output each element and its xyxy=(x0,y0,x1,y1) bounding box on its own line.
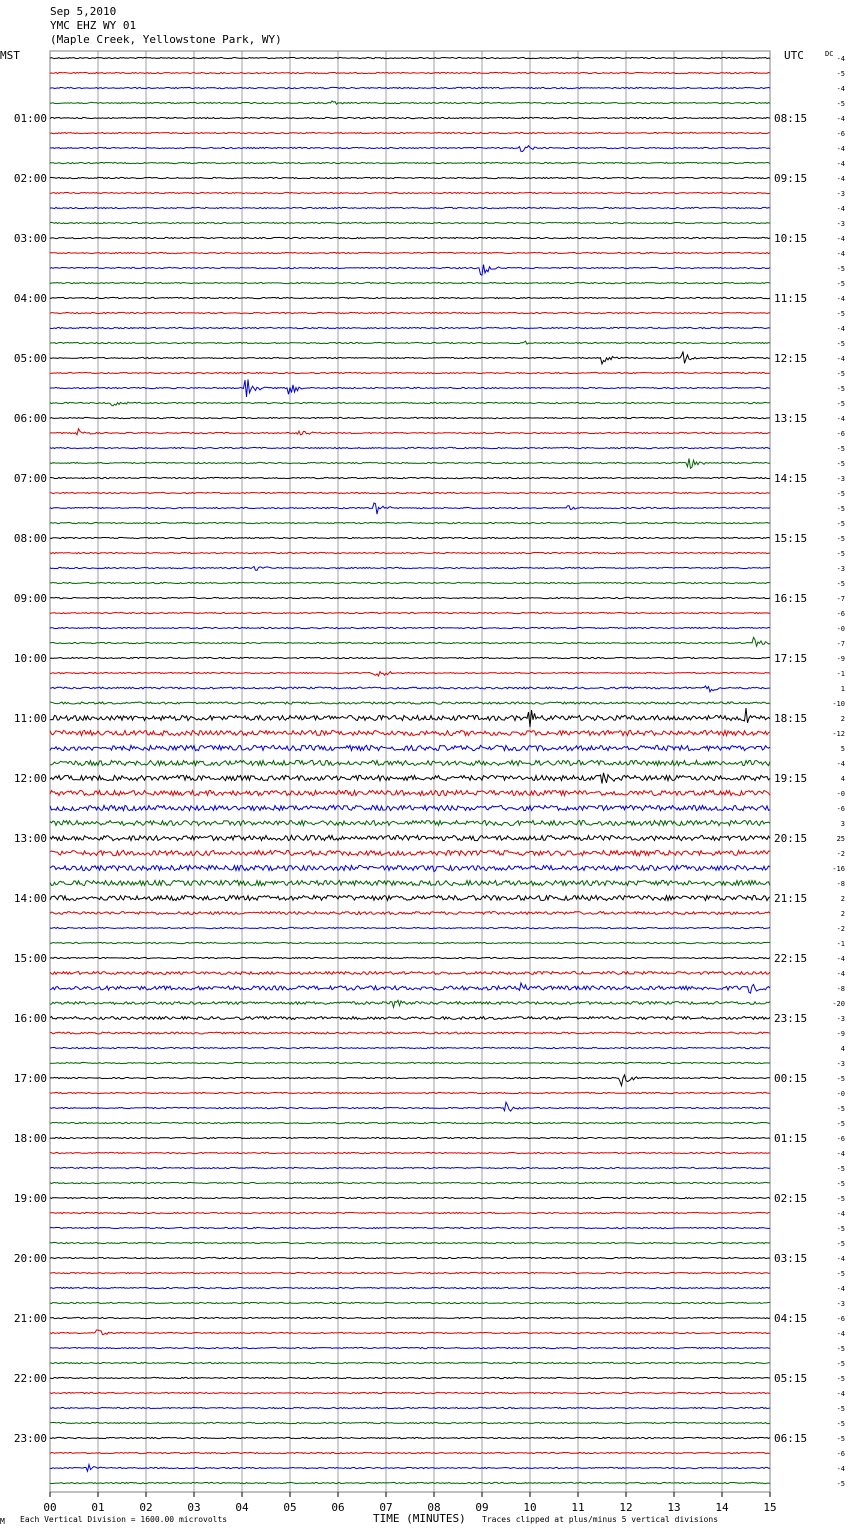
dc-offset-value: -5 xyxy=(836,1420,845,1428)
dc-offset-value: -8 xyxy=(836,880,845,888)
right-hour-label: 19:15 xyxy=(774,772,808,785)
seismic-trace xyxy=(50,957,770,958)
seismic-trace xyxy=(50,177,770,178)
x-tick-label: 10 xyxy=(523,1501,537,1514)
seismic-trace xyxy=(50,627,770,628)
seismic-trace xyxy=(50,1422,770,1423)
dc-offset-value: -5 xyxy=(836,1405,845,1413)
seismic-trace xyxy=(50,1032,770,1034)
right-hour-label: 02:15 xyxy=(774,1192,808,1205)
station-code: YMC EHZ WY 01 xyxy=(50,19,137,32)
dc-offset-value: -16 xyxy=(832,865,845,873)
dc-offset-value: -20 xyxy=(832,1000,845,1008)
right-hour-label: 23:15 xyxy=(774,1012,808,1025)
right-hour-label: 21:15 xyxy=(774,892,808,905)
seismic-trace xyxy=(50,567,770,571)
dc-offset-value: -7 xyxy=(836,640,845,648)
dc-offset-value: -5 xyxy=(836,1240,845,1248)
dc-offset-value: 4 xyxy=(840,775,845,783)
right-hour-label: 04:15 xyxy=(774,1312,808,1325)
x-tick-label: 02 xyxy=(139,1501,153,1514)
dc-offset-value: -4 xyxy=(836,325,845,333)
seismic-trace xyxy=(50,402,770,406)
seismic-trace xyxy=(50,297,770,298)
dc-offset-value: -3 xyxy=(836,475,845,483)
seismic-trace xyxy=(50,1317,770,1318)
dc-offset-value: -5 xyxy=(836,550,845,558)
right-hour-label: 17:15 xyxy=(774,652,808,665)
dc-offset-value: -5 xyxy=(836,490,845,498)
right-hour-label: 00:15 xyxy=(774,1072,808,1085)
dc-offset-value: -0 xyxy=(836,1090,845,1098)
seismic-trace xyxy=(50,192,770,193)
left-hour-label: 10:00 xyxy=(13,652,47,665)
dc-offset-value: -3 xyxy=(836,1060,845,1068)
dc-offset-value: -6 xyxy=(836,1135,845,1143)
dc-offset-value: -5 xyxy=(836,1105,845,1113)
dc-offset-value: -4 xyxy=(836,355,845,363)
seismic-trace xyxy=(50,1167,770,1168)
seismic-trace xyxy=(50,1362,770,1363)
seismic-trace xyxy=(50,805,770,810)
seismic-trace xyxy=(50,1122,770,1123)
dc-offset-value: -4 xyxy=(836,85,845,93)
x-tick-label: 04 xyxy=(235,1501,249,1514)
left-hour-label: 20:00 xyxy=(13,1252,47,1265)
seismic-trace xyxy=(50,101,770,104)
right-hour-label: 13:15 xyxy=(774,412,808,425)
dc-offset-value: 4 xyxy=(840,1045,845,1053)
dc-offset-header: DC xyxy=(825,50,834,58)
seismic-trace xyxy=(50,1287,770,1288)
seismic-trace xyxy=(50,252,770,253)
seismic-trace xyxy=(50,222,770,223)
dc-offset-value: -4 xyxy=(836,115,845,123)
clip-note: Traces clipped at plus/minus 5 vertical divisions xyxy=(482,1515,719,1524)
seismic-trace xyxy=(50,1182,770,1183)
right-hour-label: 06:15 xyxy=(774,1432,808,1445)
seismic-trace xyxy=(50,790,770,795)
seismic-trace xyxy=(50,1227,770,1228)
seismic-trace xyxy=(50,265,770,276)
dc-offset-value: -3 xyxy=(836,1015,845,1023)
dc-offset-value: -9 xyxy=(836,1030,845,1038)
dc-offset-value: -4 xyxy=(836,955,845,963)
dc-offset-value: -6 xyxy=(836,430,845,438)
dc-offset-value: -12 xyxy=(832,730,845,738)
seismic-trace xyxy=(50,850,770,855)
seismic-trace xyxy=(50,162,770,163)
dc-offset-value: -5 xyxy=(836,445,845,453)
seismic-trace xyxy=(50,1272,770,1273)
seismic-trace xyxy=(50,57,770,58)
seismic-trace xyxy=(50,672,770,676)
left-hour-label: 01:00 xyxy=(13,112,47,125)
dc-offset-value: -5 xyxy=(836,1195,845,1203)
seismic-trace xyxy=(50,1017,770,1020)
dc-offset-value: -5 xyxy=(836,535,845,543)
seismic-trace xyxy=(50,459,770,469)
seismic-trace xyxy=(50,72,770,73)
dc-offset-value: 5 xyxy=(840,745,845,753)
plot-frame xyxy=(50,51,770,1492)
dc-offset-value: -5 xyxy=(836,1345,845,1353)
seismic-trace xyxy=(50,1152,770,1153)
seismic-trace xyxy=(50,312,770,313)
seismic-trace xyxy=(50,865,770,871)
seismic-trace xyxy=(50,1452,770,1453)
dc-offset-value: -4 xyxy=(836,160,845,168)
right-hour-label: 14:15 xyxy=(774,472,808,485)
dc-offset-value: -4 xyxy=(836,1330,845,1338)
dc-offset-value: -5 xyxy=(836,1480,845,1488)
station-location: (Maple Creek, Yellowstone Park, WY) xyxy=(50,33,282,46)
seismic-trace xyxy=(50,1257,770,1258)
dc-offset-value: -4 xyxy=(836,1465,845,1473)
right-hour-label: 03:15 xyxy=(774,1252,808,1265)
left-hour-label: 17:00 xyxy=(13,1072,47,1085)
right-hour-label: 22:15 xyxy=(774,952,808,965)
seismic-trace xyxy=(50,207,770,208)
left-hour-label: 18:00 xyxy=(13,1132,47,1145)
dc-offset-value: -3 xyxy=(836,1300,845,1308)
x-tick-label: 00 xyxy=(43,1501,57,1514)
x-tick-label: 11 xyxy=(571,1501,585,1514)
dc-offset-value: -3 xyxy=(836,565,845,573)
dc-offset-value: -5 xyxy=(836,400,845,408)
dc-offset-value: -3 xyxy=(836,190,845,198)
x-axis-title: TIME (MINUTES) xyxy=(373,1512,466,1525)
dc-offset-value: 3 xyxy=(840,820,845,828)
dc-offset-value: -4 xyxy=(836,55,845,63)
left-timezone-label: MST xyxy=(0,49,20,62)
seismic-trace xyxy=(50,927,770,928)
dc-offset-value: -5 xyxy=(836,460,845,468)
seismic-trace xyxy=(50,972,770,975)
seismic-trace xyxy=(50,942,770,943)
left-hour-label: 02:00 xyxy=(13,172,47,185)
seismic-trace xyxy=(50,117,770,118)
dc-offset-value: -3 xyxy=(836,220,845,228)
seismic-trace xyxy=(50,379,770,397)
scale-note: Each Vertical Division = 1600.00 microvolts xyxy=(20,1515,228,1524)
seismic-trace xyxy=(50,327,770,328)
plot-date: Sep 5,2010 xyxy=(50,5,117,18)
seismic-trace xyxy=(50,352,770,364)
seismic-trace xyxy=(50,503,770,514)
right-hour-label: 15:15 xyxy=(774,532,808,545)
x-tick-label: 06 xyxy=(331,1501,345,1514)
dc-offset-value: -6 xyxy=(836,1450,845,1458)
seismic-trace xyxy=(50,1330,770,1335)
dc-offset-value: -6 xyxy=(836,610,845,618)
right-hour-label: 10:15 xyxy=(774,232,808,245)
right-hour-label: 16:15 xyxy=(774,592,808,605)
left-hour-label: 16:00 xyxy=(13,1012,47,1025)
seismic-trace xyxy=(50,477,770,478)
dc-offset-value: 2 xyxy=(840,895,845,903)
seismic-trace xyxy=(50,552,770,553)
dc-offset-value: -5 xyxy=(836,265,845,273)
dc-offset-value: -4 xyxy=(836,760,845,768)
dc-offset-value: -0 xyxy=(836,625,845,633)
left-hour-label: 07:00 xyxy=(13,472,47,485)
dc-offset-value: -6 xyxy=(836,805,845,813)
left-hour-label: 22:00 xyxy=(13,1372,47,1385)
left-hour-label: 04:00 xyxy=(13,292,47,305)
dc-offset-value: -4 xyxy=(836,1150,845,1158)
dc-offset-value: -6 xyxy=(836,1315,845,1323)
seismic-trace xyxy=(50,1242,770,1243)
dc-offset-value: -4 xyxy=(836,295,845,303)
x-tick-label: 07 xyxy=(379,1501,393,1514)
dc-offset-value: -5 xyxy=(836,100,845,108)
seismic-trace xyxy=(50,760,770,765)
seismic-trace xyxy=(50,1197,770,1198)
right-hour-label: 11:15 xyxy=(774,292,808,305)
seismic-trace xyxy=(50,708,770,727)
seismic-trace xyxy=(50,492,770,493)
dc-offset-value: -5 xyxy=(836,1270,845,1278)
x-tick-label: 09 xyxy=(475,1501,489,1514)
seismic-trace xyxy=(50,1000,770,1007)
seismic-trace xyxy=(50,983,770,993)
dc-offset-value: -5 xyxy=(836,520,845,528)
seismic-trace xyxy=(50,537,770,538)
dc-offset-value: -0 xyxy=(836,790,845,798)
left-hour-label: 13:00 xyxy=(13,832,47,845)
seismic-trace xyxy=(50,821,770,826)
dc-offset-value: -1 xyxy=(836,940,845,948)
seismic-trace xyxy=(50,1075,770,1086)
seismic-trace xyxy=(50,132,770,133)
dc-offset-value: -5 xyxy=(836,340,845,348)
dc-offset-value: -5 xyxy=(836,505,845,513)
dc-offset-value: -5 xyxy=(836,1165,845,1173)
seismic-trace xyxy=(50,1137,770,1138)
seismic-trace xyxy=(50,612,770,613)
seismic-trace xyxy=(50,657,770,658)
dc-offset-value: -4 xyxy=(836,235,845,243)
seismic-trace xyxy=(50,372,770,373)
seismic-trace xyxy=(50,282,770,283)
right-hour-label: 18:15 xyxy=(774,712,808,725)
seismic-trace xyxy=(50,429,770,435)
dc-offset-value: -4 xyxy=(836,970,845,978)
dc-offset-value: -4 xyxy=(836,250,845,258)
dc-offset-value: -2 xyxy=(836,925,845,933)
seismic-trace xyxy=(50,745,770,750)
dc-offset-value: -8 xyxy=(836,985,845,993)
dc-offset-value: -4 xyxy=(836,205,845,213)
left-hour-label: 06:00 xyxy=(13,412,47,425)
seismic-trace xyxy=(50,1092,770,1093)
right-hour-label: 08:15 xyxy=(774,112,808,125)
left-hour-label: 14:00 xyxy=(13,892,47,905)
seismic-trace xyxy=(50,146,770,152)
seismic-trace xyxy=(50,1062,770,1063)
seismic-trace xyxy=(50,417,770,418)
seismic-trace xyxy=(50,1377,770,1378)
seismic-trace xyxy=(50,1302,770,1303)
seismic-trace xyxy=(50,1102,770,1111)
left-hour-label: 21:00 xyxy=(13,1312,47,1325)
seismic-trace xyxy=(50,773,770,784)
dc-offset-value: -5 xyxy=(836,1375,845,1383)
dc-offset-value: -4 xyxy=(836,1285,845,1293)
seismic-trace xyxy=(50,1047,770,1048)
dc-offset-value: -5 xyxy=(836,1435,845,1443)
dc-offset-value: -5 xyxy=(836,1120,845,1128)
x-tick-label: 05 xyxy=(283,1501,297,1514)
small-mark: M xyxy=(0,1517,5,1526)
dc-offset-value: -5 xyxy=(836,1225,845,1233)
dc-offset-value: 2 xyxy=(840,715,845,723)
right-hour-label: 20:15 xyxy=(774,832,808,845)
dc-offset-value: -5 xyxy=(836,1360,845,1368)
x-tick-label: 13 xyxy=(667,1501,681,1514)
left-hour-label: 09:00 xyxy=(13,592,47,605)
right-hour-label: 05:15 xyxy=(774,1372,808,1385)
dc-offset-value: -4 xyxy=(836,175,845,183)
dc-offset-value: -5 xyxy=(836,1180,845,1188)
seismic-trace xyxy=(50,880,770,885)
dc-offset-value: -4 xyxy=(836,1390,845,1398)
dc-offset-value: -9 xyxy=(836,655,845,663)
dc-offset-value: 25 xyxy=(836,835,845,843)
right-hour-label: 09:15 xyxy=(774,172,808,185)
dc-offset-value: -5 xyxy=(836,70,845,78)
seismic-trace xyxy=(50,237,770,238)
seismic-trace xyxy=(50,912,770,915)
seismic-trace xyxy=(50,1465,770,1472)
left-hour-label: 03:00 xyxy=(13,232,47,245)
dc-offset-value: -5 xyxy=(836,280,845,288)
dc-offset-value: -6 xyxy=(836,130,845,138)
dc-offset-value: -5 xyxy=(836,1075,845,1083)
dc-offset-value: 1 xyxy=(840,685,845,693)
dc-offset-value: -4 xyxy=(836,1255,845,1263)
seismic-trace xyxy=(50,702,770,704)
seismic-trace xyxy=(50,1212,770,1213)
x-tick-label: 01 xyxy=(91,1501,105,1514)
seismic-trace xyxy=(50,1482,770,1483)
seismic-trace xyxy=(50,582,770,583)
seismic-trace xyxy=(50,1407,770,1408)
x-tick-label: 03 xyxy=(187,1501,201,1514)
seismic-trace xyxy=(50,597,770,598)
seismic-trace xyxy=(50,522,770,523)
dc-offset-value: -4 xyxy=(836,145,845,153)
left-hour-label: 11:00 xyxy=(13,712,47,725)
x-tick-label: 12 xyxy=(619,1501,633,1514)
seismic-trace xyxy=(50,835,770,840)
right-hour-label: 12:15 xyxy=(774,352,808,365)
seismic-trace xyxy=(50,447,770,448)
dc-offset-value: -10 xyxy=(832,700,845,708)
seismic-trace xyxy=(50,87,770,88)
dc-offset-value: 2 xyxy=(840,910,845,918)
seismic-trace xyxy=(50,895,770,900)
left-hour-label: 15:00 xyxy=(13,952,47,965)
seismic-trace xyxy=(50,1347,770,1348)
right-timezone-label: UTC xyxy=(784,49,804,62)
seismic-trace xyxy=(50,637,770,646)
left-hour-label: 23:00 xyxy=(13,1432,47,1445)
seismic-trace xyxy=(50,1437,770,1438)
dc-offset-value: -5 xyxy=(836,310,845,318)
dc-offset-value: -5 xyxy=(836,580,845,588)
seismic-trace xyxy=(50,730,770,735)
left-hour-label: 12:00 xyxy=(13,772,47,785)
seismic-trace xyxy=(50,686,770,692)
dc-offset-value: -2 xyxy=(836,850,845,858)
x-tick-label: 08 xyxy=(427,1501,441,1514)
right-hour-label: 01:15 xyxy=(774,1132,808,1145)
x-tick-label: 15 xyxy=(763,1501,777,1514)
left-hour-label: 05:00 xyxy=(13,352,47,365)
dc-offset-value: -5 xyxy=(836,370,845,378)
dc-offset-value: -7 xyxy=(836,595,845,603)
dc-offset-value: -1 xyxy=(836,670,845,678)
seismic-trace xyxy=(50,1392,770,1393)
seismic-trace xyxy=(50,341,770,344)
dc-offset-value: -4 xyxy=(836,415,845,423)
dc-offset-value: -4 xyxy=(836,1210,845,1218)
left-hour-label: 08:00 xyxy=(13,532,47,545)
left-hour-label: 19:00 xyxy=(13,1192,47,1205)
dc-offset-value: -5 xyxy=(836,385,845,393)
x-tick-label: 14 xyxy=(715,1501,729,1514)
